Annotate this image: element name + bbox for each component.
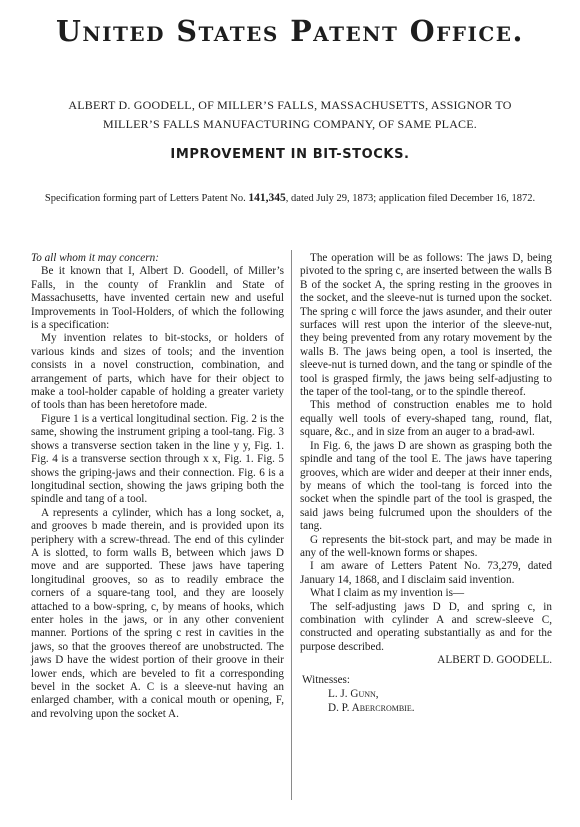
assignor-line-2: MILLER’S FALLS MANUFACTURING COMPANY, OF SAME PLACE. (102, 117, 477, 131)
left-text-column (31, 252, 284, 721)
paragraph-invention-relates: My invention relates to bit-stocks, or holders of various kinds and sizes of tools; and the invention consists in a novel construction, combination, and arrangement of parts, which have for their object to make a tool-holder capable of holding a greater variety of tools than has been heretofore made. (31, 332, 284, 412)
paragraph-claim: The self-adjusting jaws D D, and spring c, in combination with cylinder A and screw-sleeve C, constructed and operating substantially as and for the purpose described. (300, 600, 552, 653)
paragraph-fig-6: In Fig. 6, the jaws D are shown as grasping both the spindle and tang of the tool E. The jaws have tapering grooves, which are wider and deeper at their inner ends, by means of which the tool-tang is forced into the socket when the spindle part of the tool is grasped, the said jaws being fulcrumed upon the shoulders of the tang. (300, 439, 552, 533)
salutation: To all whom it may concern: (31, 252, 159, 264)
paragraph-construction-method: This method of construction enables me to hold equally well tools of every-shaped tang, round, flat, square, &c., and in size from an auger to a brad-awl. (300, 399, 552, 439)
specification-suffix: , dated July 29, 1873; application filed December 16, 1872. (285, 193, 536, 204)
specification-prefix: Specification forming part of Letters Patent No. (44, 193, 249, 204)
assignor-line-1: ALBERT D. GOODELL, OF MILLER’S FALLS, MASSACHUSETTS, ASSIGNOR TO (68, 98, 512, 112)
witnesses-label: Witnesses: (302, 673, 351, 686)
paragraph-operation: The operation will be as follows: The jaws D, being pivoted to the spring c, are inserted between the walls B B of the socket A, the spring resting in the grooves in the socket, and the sleeve-nut is turned upon the socket. The spring c will force the jaws asunder, and their outer surfaces will rest upon the interior of the sleeve-nut, they being prevented from any rotary movement by the walls B. The jaws being open, a tool is inserted, the sleeve-nut is turned down, and the tang or spindle of the tool is grasped firmly, the jaws being self-adjusting to the taper of the tool-tang, or to the spindle thereof. (300, 252, 552, 399)
paragraph-claim-intro: What I claim as my invention is— (310, 587, 465, 600)
patent-number: 141,345 (248, 192, 286, 204)
witness-name: L. J. Gunn, (328, 687, 379, 700)
paragraph-disclaimer: I am aware of Letters Patent No. 73,279, dated January 14, 1868, and I disclaim said invention. (300, 560, 552, 586)
paragraph-introduction: Be it known that I, Albert D. Goodell, of Miller’s Falls, in the county of Franklin and State of Massachusetts, have invented certain new and useful Improvements in Tool-Holders, of which the following is a specification: (31, 265, 284, 332)
paragraph-figures: Figure 1 is a vertical longitudinal section. Fig. 2 is the same, showing the instrument griping a tool-tang. Fig. 3 shows a transverse section taken in the line y y, Fig. 1. Fig. 4 is a transverse section through x x, Fig. 1. Fig. 5 shows the griping-jaws and their connection. Fig. 6 is a longitudinal section, showing the jaws griping both the spindle and tang of a tool. (31, 412, 284, 506)
paragraph-bit-stock: G represents the bit-stock part, and may be made in any of the well-known forms or shapes. (300, 533, 552, 559)
specification-line (40, 191, 540, 206)
paragraph-cylinder-description: A represents a cylinder, which has a long socket, a, and grooves b made therein, and is provided upon its periphery with a screw-thread. The end of this cylinder A is slotted, to form walls B, between which jaws D move and are supported. These jaws have tapering longitudinal grooves, so as to readily embrace the corners of a square-tang tool, and they are loosely attached to a bow-spring, c, by means of hooks, which enter holes in the jaws, or in any other convenient manner. Portions of the spring c rest in cavities in the jaws, so that the grooves thereof are unobstructed. The jaws D have the widest portion of their groove in their lower ends, which are beveled to fit a corresponding bevel in the socket A. C is a sleeve-nut having an enlarged chamber, with a conical mouth or opening, F, and revolving upon the socket A. (31, 506, 284, 720)
witnesses-block (300, 673, 552, 715)
witness-name: D. P. Abercrombie. (328, 701, 415, 714)
patent-subject-heading: IMPROVEMENT IN BIT-STOCKS. (170, 147, 410, 162)
right-text-column (300, 252, 552, 715)
patent-office-title: United States Patent Office. (56, 14, 524, 48)
column-divider (291, 250, 292, 800)
assignor-heading (12, 96, 568, 134)
inventor-signature: ALBERT D. GOODELL. (437, 654, 552, 667)
